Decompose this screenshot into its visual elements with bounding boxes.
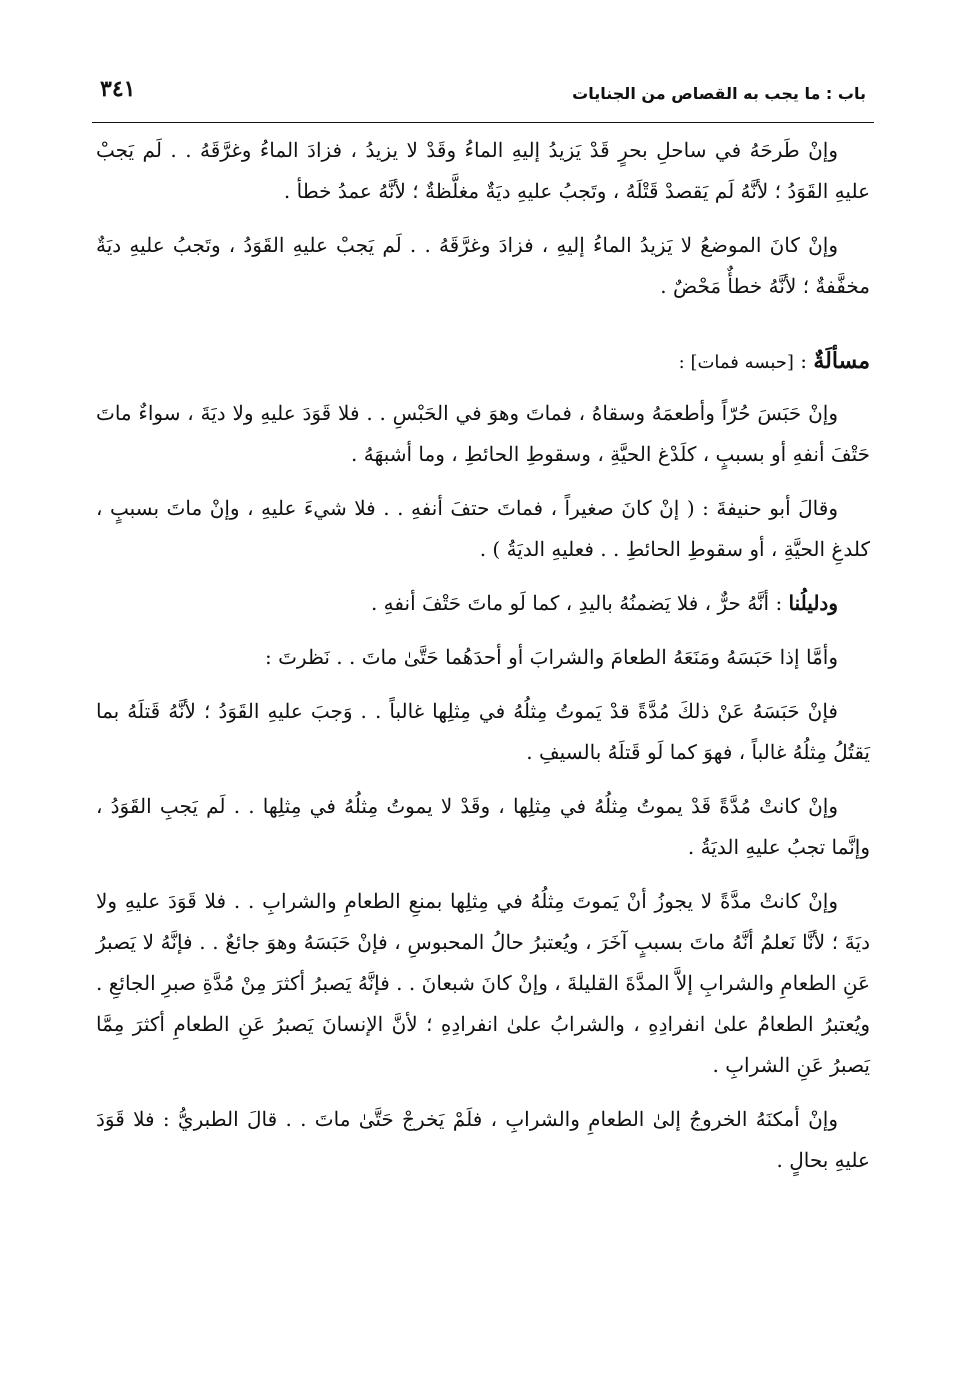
paragraph	[96, 691, 870, 773]
section-title: [حبسه فمات] :	[678, 352, 794, 373]
paragraph-text: فإنْ حَبَسَهُ عَنْ ذلكَ مُدَّةً قدْ يَموتُ مِثلُهُ في مِثلِها غالباً . . وَجبَ عليهِ القَوَدُ ؛ لأنَّهُ قَتلَهُ بما يَقتُلُ مِثلُهُ غالباً ، فهوَ كما لَو قَتلَهُ بالسيفِ .	[96, 699, 870, 764]
paragraph	[96, 1099, 870, 1181]
header-rule	[92, 122, 874, 123]
paragraph-text: وإنْ أمكنَهُ الخروجُ إلىٰ الطعامِ والشرابِ ، فلَمْ يَخرجْ حَتَّىٰ ماتَ . . قالَ الطبريُّ : فلا قَوَدَ عليهِ بحالٍ .	[96, 1107, 870, 1172]
paragraph-text: : أنَّهُ حرٌّ ، فلا يَضمنُهُ باليدِ ، كما لَو ماتَ حَتْفَ أنفهِ .	[370, 591, 789, 615]
paragraph	[96, 786, 870, 868]
paragraph	[96, 583, 870, 624]
paragraph	[96, 488, 870, 570]
paragraph	[96, 637, 870, 678]
page-number: ٣٤١	[100, 76, 136, 102]
section-heading	[96, 341, 870, 383]
paragraph-text: وإنْ كانتْ مُدَّةً قَدْ يموتُ مِثلُهُ في مِثلِها ، وقَدْ لا يموتُ مِثلُهُ في مِثلِها . . لَم يَجبِ القَوَدُ ، وإنَّما تجبُ عليهِ الديَةُ .	[96, 794, 870, 859]
page-header	[92, 72, 874, 108]
paragraph-text: وإنْ كانتْ مدَّةً لا يجوزُ أنْ يَموتَ مِثلُهُ في مِثلِها بمنعِ الطعامِ والشرابِ . . فلا قَوَدَ عليهِ ولا ديَةَ ؛ لأنَّا نَعلمُ أنَّهُ ماتَ بسببٍ آخَرَ ، ويُعتبرُ حالُ المحبوسِ ، فإنْ حَبَسَهُ وهوَ جائعٌ . . فإنَّهُ لا يَصبرُ عَنِ الطعامِ والشرابِ إلاَّ المدَّةَ القليلةَ ، وإنْ كانَ شبعانَ . . فإنَّهُ يَصبرُ أكثرَ مِنْ مُدَّةِ صبرِ الجائعِ . ويُعتبرُ الطعامُ علىٰ انفرادِهِ ، والشرابُ علىٰ انفرادِهِ ؛ لأنَّ الإنسانَ يَصبرُ عَنِ الطعامِ أكثرَ مِمَّا يَصبرُ عَنِ الشرابِ .	[96, 889, 871, 1077]
paragraph	[96, 881, 870, 1086]
paragraph-text: وقالَ أبو حنيفةَ : ( إنْ كانَ صغيراً ، فماتَ حتفَ أنفهِ . . فلا شيءَ عليهِ ، وإنْ ماتَ بسببٍ ، كلدغِ الحيَّةِ ، أو سقوطِ الحائطِ . . فعليهِ الديَةُ ) .	[96, 496, 870, 561]
page-body	[96, 130, 870, 1194]
paragraph-text: وأمَّا إذا حَبَسَهُ ومَنَعَهُ الطعامَ والشرابَ أو أحدَهُما حَتَّىٰ ماتَ . . نَظرتَ :	[264, 645, 838, 669]
running-title: باب : ما يجب به القصاص من الجنايات	[572, 84, 866, 103]
paragraph: وإنْ طَرحَهُ في ساحلِ بحرٍ قَدْ يَزيدُ إليهِ الماءُ وقَدْ لا يزيدُ ، فزادَ الماءُ وغرَّقَهُ . . لَم يَجبْ عليهِ القَوَدُ ؛ لأنَّهُ لَم يَقصدْ قَتْلَهُ ، وتَجبُ عليهِ ديَةٌ مغلَّظةٌ ؛ لأنَّهُ عمدُ خطأ .	[96, 138, 870, 203]
paragraph: وإنْ كانَ الموضعُ لا يَزيدُ الماءُ إليهِ ، فزادَ وغرَّقَهُ . . لَم يَجبْ عليهِ القَوَدُ ، وتَجبُ عليهِ ديَةٌ مخفَّفةٌ ؛ لأنَّهُ خطأٌ مَحْضٌ .	[96, 233, 870, 298]
paragraph-text: وإنْ حَبَسَ حُرّاً وأطعمَهُ وسقاهُ ، فماتَ وهوَ في الحَبْسِ . . فلا قَوَدَ عليهِ ولا ديَةَ ، سواءٌ ماتَ حَتْفَ أنفهِ أو بسببٍ ، كلَدْغ الحيَّةِ ، وسقوطِ الحائطِ ، وما أشبهَهُ .	[96, 401, 870, 466]
section-label: مسألَةٌ	[813, 348, 870, 374]
section-separator: :	[793, 349, 814, 373]
paragraph	[96, 393, 870, 475]
paragraph-lead: ودليلُنا	[788, 591, 838, 615]
